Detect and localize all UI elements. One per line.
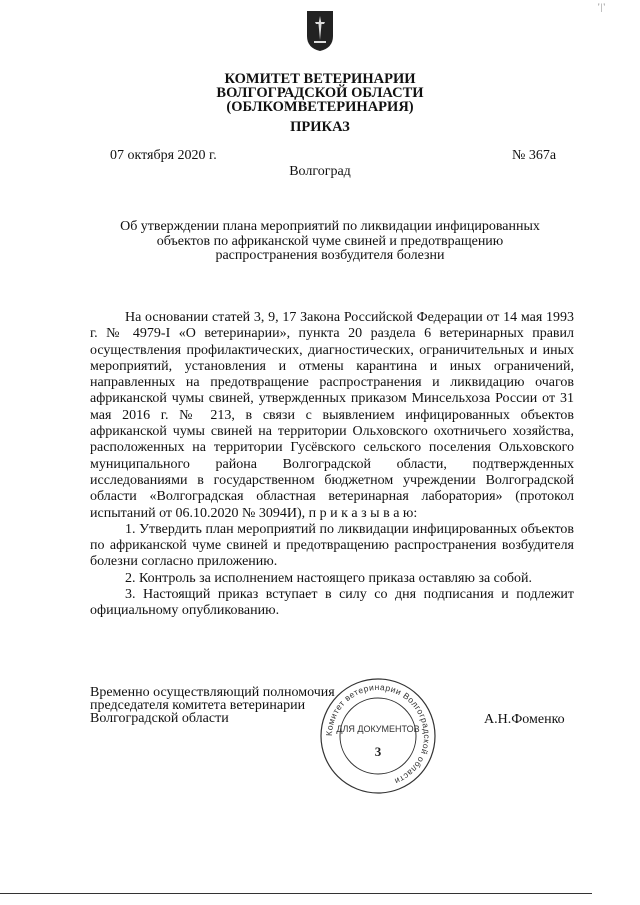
stamp-ring-text: Комитет ветеринарии Волгоградской области	[323, 681, 433, 787]
document-type: ПРИКАЗ	[290, 119, 350, 135]
signatory-line-3: Волгоградской области	[90, 711, 229, 726]
document-number: № 367а	[512, 148, 557, 163]
body-paragraph-item-3: 3. Настоящий приказ вступает в силу со дня подписания и подлежит официальному опубликованию.	[90, 587, 574, 619]
document-subject	[100, 220, 560, 264]
signatory-line-2: председателя комитета ветеринарии	[90, 698, 306, 713]
org-line-3: (ОБЛКОМВЕТЕРИНАРИЯ)	[226, 99, 414, 115]
body-paragraph-item-2: 2. Контроль за исполнением настоящего приказа оставляю за собой.	[125, 570, 533, 586]
signatory-position	[90, 686, 335, 725]
signatory-line-1: Временно осуществляющий полномочия	[90, 685, 335, 700]
subject-line-2: объектов по африканской чуме свиней и предотвращению	[156, 233, 504, 249]
page-bottom-rule	[0, 893, 592, 894]
body-paragraph-item-1: 1. Утвердить план мероприятий по ликвидации инфицированных объектов по африканской чуме свиней и предотвращению распространения возбудителя болезни согласно приложению.	[90, 521, 574, 570]
subject-line-1: Об утверждении плана мероприятий по ликвидации инфицированных	[120, 219, 540, 234]
document-date: 07 октября 2020 г.	[110, 148, 217, 163]
signatory-name: А.Н.Фоменко	[484, 712, 565, 727]
org-line-2: ВОЛГОГРАДСКОЙ ОБЛАСТИ	[216, 85, 424, 101]
document-body	[90, 310, 574, 620]
body-paragraph-basis: На основании статей 3, 9, 17 Закона Российской Федерации от 14 мая 1993 г. № 4979-I «О ветеринарии», пункта 20 раздела 6 ветеринарных правил осуществления профилактических, диагностических, ограничительных и иных мероприятий, установления и отмены карантина и иных ограничений, направленных на предотвращение распространения и ликвидацию очагов африканской чумы свиней, утвержденных приказом Минсельхоза России от 31 мая 2016 г. № 213, в связи с выявлением инфицированных объектов африканской чумы свиней на территории Ольховского охотничьего хозяйства, расположенных на территории Гусёвского сельского поселения Ольховского муниципального района Волгоградской области, подтвержденных исследованиями в государственном бюджетном учреждении Волгоградской области «Волгоградская областная ветеринарная лаборатория» (протокол испытаний от 06.10.2020 № 3094И), п р и к а з ы в а ю:	[90, 310, 574, 521]
document-city: Волгоград	[289, 164, 351, 179]
subject-line-3: распространения возбудителя болезни	[215, 248, 445, 263]
corner-mark: '|'	[598, 2, 607, 12]
volgograd-coat-of-arms-icon	[306, 10, 334, 52]
stamp-center-text: ДЛЯ ДОКУМЕНТОВ	[336, 724, 420, 734]
org-line-1: КОМИТЕТ ВЕТЕРИНАРИИ	[224, 71, 416, 87]
organization-name	[0, 72, 640, 114]
official-stamp	[318, 676, 438, 796]
stamp-number: 3	[374, 744, 382, 759]
